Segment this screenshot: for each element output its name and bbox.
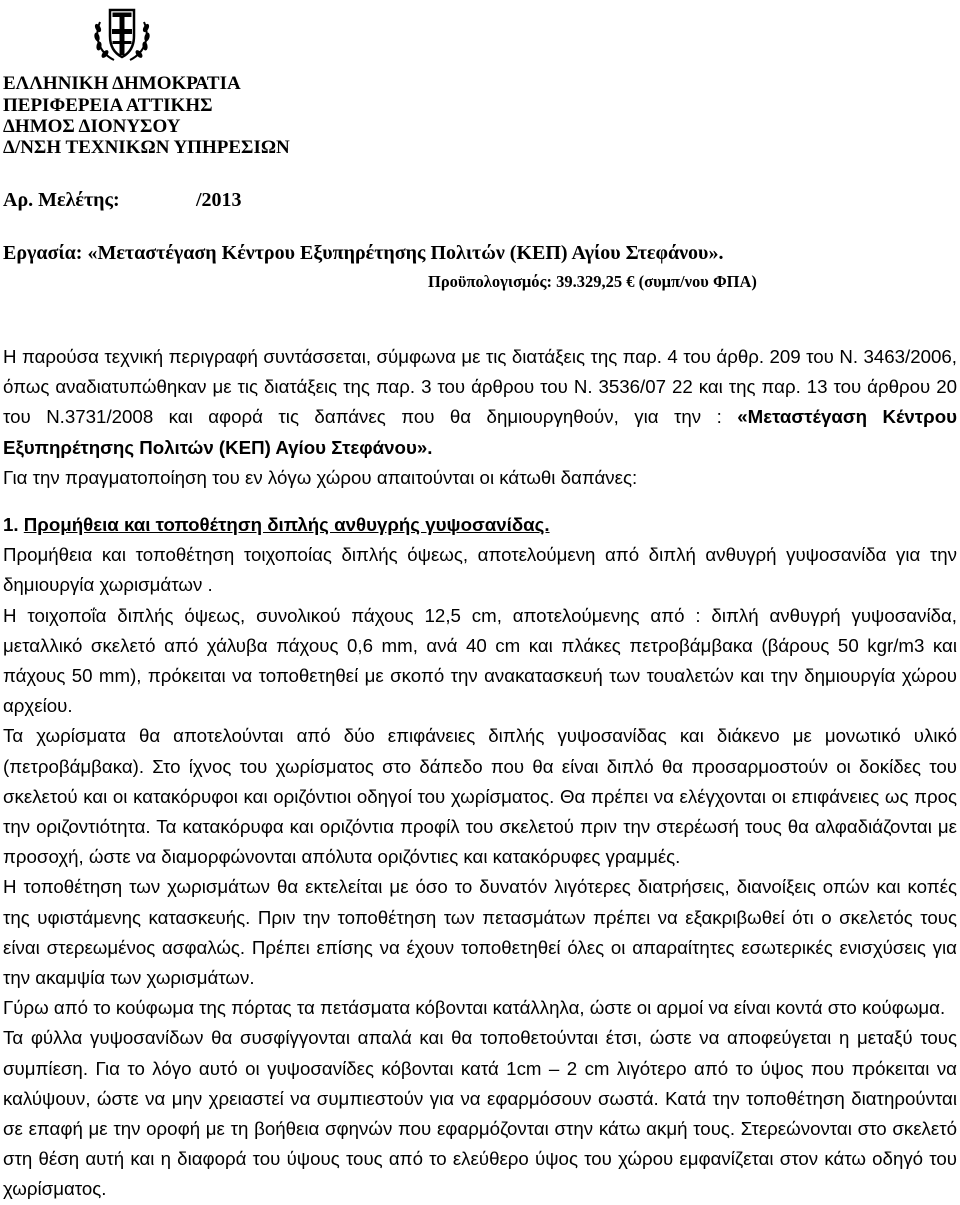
- document-body: [3, 342, 957, 1205]
- header-line-republic: ΕΛΛΗΝΙΚΗ ΔΗΜΟΚΡΑΤΙΑ: [3, 73, 241, 94]
- paragraph: Η τοιχοποΐα διπλής όψεως, συνολικού πάχους 12,5 cm, αποτελούμενης από : διπλή ανθυγρή γυψοσανίδα, μεταλλικό σκελετό από χάλυβα πάχους 0,6 mm, ανά 40 cm και πλάκες πετροβάμβακα (βάρους 50 kgr/m3 και πάχους 50 mm), πρόκειται να τοποθετηθεί με σκοπό την ανακατασκευή των τουαλετών και την δημιουργία χώρου αρχείου.: [3, 604, 957, 717]
- intro-text: Η παρούσα τεχνική περιγραφή συντάσσεται, σύμφωνα με τις διατάξεις της παρ. 4 του άρθρ. 209 του Ν. 3463/2006, όπως αναδιατυπώθηκαν με τις διατάξεις της παρ. 3 του άρθρου του Ν. 3536/07 22 και της παρ. 13 του άρθρου 20 του Ν.3731/2008 και αφορά τις δαπάνες που θα δημιουργηθούν, για την :: [3, 346, 957, 428]
- study-number-label: Αρ. Μελέτης:: [3, 189, 120, 211]
- greek-state-emblem-icon: [90, 2, 154, 66]
- intro-project-name: «Μεταστέγαση Κέντρου Εξυπηρέτησης Πολιτών (ΚΕΠ) Αγίου Στεφάνου».: [3, 406, 957, 458]
- section-title: Προμήθεια και τοποθέτηση διπλής ανθυγρής γυψοσανίδας.: [23, 514, 550, 536]
- section-heading: [3, 510, 957, 540]
- paragraph: Τα χωρίσματα θα αποτελούνται από δύο επιφάνειες διπλής γυψοσανίδας και διάκενο με μονωτικό υλικό (πετροβάμβακα). Στο ίχνος του χωρίσματος στο δάπεδο που θα είναι διπλό θα προσαρμοστούν οι δοκίδες του σκελετού και οι κατακόρυφοι και οριζόντιοι οδηγοί του χωρίσματος. Θα πρέπει να ελέγχονται οι επιφάνειες ως προς την οριζοντιότητα. Τα κατακόρυφα και οριζόντια προφίλ του σκελετού πριν την στερέωσή τους θα αλφαδιάζονται με προσοχή, ώστε να διαμορφώνονται απόλυτα οριζόντιες και κατακόρυφες γραμμές.: [3, 725, 957, 868]
- work-title: Εργασία: «Μεταστέγαση Κέντρου Εξυπηρέτησης Πολιτών (ΚΕΠ) Αγίου Στεφάνου».: [3, 242, 724, 264]
- paragraph: Τα φύλλα γυψοσανίδων θα συσφίγγονται απαλά και θα τοποθετούνται έτσι, ώστε να αποφεύγεται η μεταξύ τους συμπίεση. Για το λόγο αυτό οι γυψοσανίδες κόβονται κατά 1cm – 2 cm λιγότερο από το ύψος που πρόκειται να καλύψουν, ώστε να μην χρειαστεί να συμπιεστούν για να εφαρμόσουν σωστά. Κατά την τοποθέτηση διατηρούνται σε επαφή με την οροφή με τη βοήθεια σφηνών που εφαρμόζονται στην κάτω ακμή τους. Στερεώνονται στο σκελετό στη θέση αυτή και η διαφορά του ύψους τους από το ελεύθερο ύψος του χώρου εμφανίζεται στον κάτω οδηγό του χωρίσματος.: [3, 1027, 957, 1200]
- study-number-value: /2013: [196, 189, 242, 211]
- header-line-directorate: Δ/ΝΣΗ ΤΕΧΝΙΚΩΝ ΥΠΗΡΕΣΙΩΝ: [3, 137, 290, 158]
- section-number: 1.: [3, 514, 19, 536]
- header-line-region: ΠΕΡΙΦΕΡΕΙΑ ΑΤΤΙΚΗΣ: [3, 95, 213, 116]
- header-line-municipality: ΔΗΜΟΣ ΔΙΟΝΥΣΟΥ: [3, 116, 181, 137]
- paragraph: Προμήθεια και τοποθέτηση τοιχοποίας διπλής όψεως, αποτελούμενη από διπλή ανθυγρή γυψοσανίδα για την δημιουργία χωρισμάτων .: [3, 544, 957, 596]
- paragraph: Η τοποθέτηση των χωρισμάτων θα εκτελείται με όσο το δυνατόν λιγότερες διατρήσεις, διανοίξεις οπών και κοπές της υφιστάμενης κατασκευής. Πριν την τοποθέτηση των πετασμάτων πρέπει να εξακριβωθεί ότι ο σκελετός τους είναι στερεωμένος ασφαλώς. Πρέπει επίσης να έχουν τοποθετηθεί όλες οι απαραίτητες εσωτερικές ενισχύσεις για την ακαμψία των χωρισμάτων.: [3, 876, 957, 989]
- intro-expenses-line: Για την πραγματοποίηση του εν λόγω χώρου απαιτούνται οι κάτωθι δαπάνες:: [3, 466, 638, 488]
- budget-line: Προϋπολογισμός: 39.329,25 € (συμπ/νου ΦΠΑ): [428, 272, 757, 291]
- paragraph: Γύρω από το κούφωμα της πόρτας τα πετάσματα κόβονται κατάλληλα, ώστε οι αρμοί να είναι κοντά στο κούφωμα.: [3, 997, 946, 1019]
- intro-paragraph: [3, 342, 957, 463]
